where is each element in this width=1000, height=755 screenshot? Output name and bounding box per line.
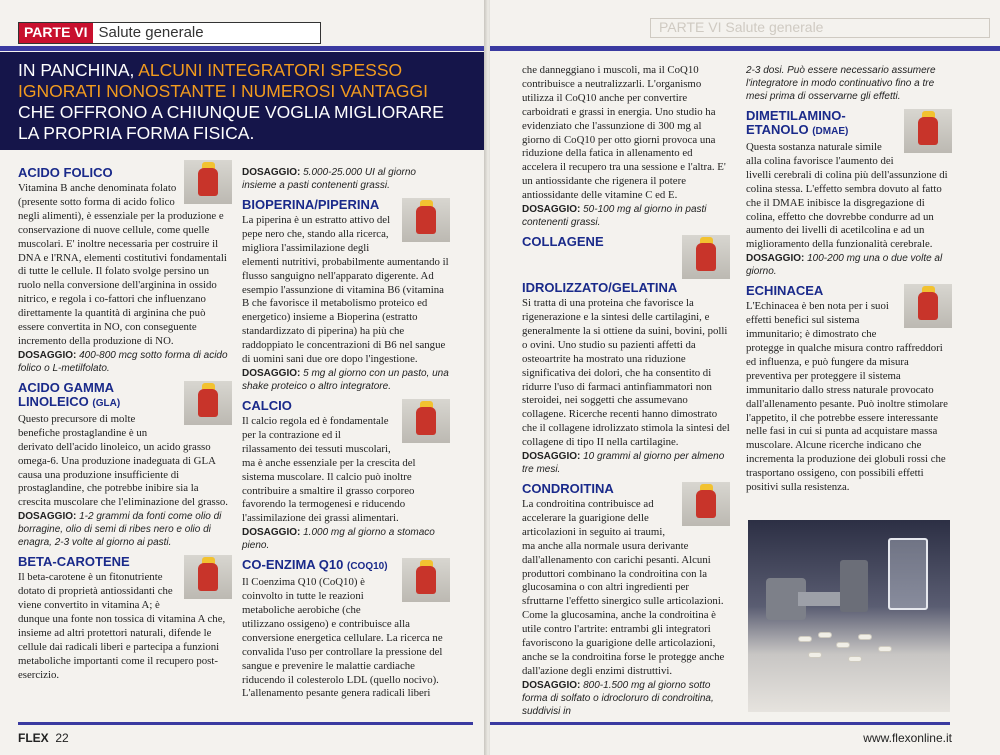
dosage-label: DOSAGGIO: — [746, 253, 805, 265]
right-column-1 — [522, 64, 730, 718]
banner-line4: LA PROPRIA FORMA FISICA. — [18, 123, 255, 143]
mascot-icon — [184, 381, 232, 425]
section-title-abbr: (DMAE) — [812, 126, 849, 137]
mascot-icon — [904, 109, 952, 153]
left-column-1 — [18, 160, 232, 682]
dosage-label: DOSAGGIO: — [18, 511, 77, 523]
dosage — [18, 510, 232, 549]
footer-rule — [490, 722, 950, 725]
section-title: CONDROITINA — [522, 481, 614, 497]
section-header — [18, 22, 321, 44]
dosage — [522, 679, 730, 718]
dosage — [522, 450, 730, 476]
mascot-icon — [682, 235, 730, 279]
banner-line2: IGNORATI NONOSTANTE I NUMEROSI VANTAGGI — [18, 81, 428, 101]
dosage-text: 10 grammi al giorno per almeno tre mesi. — [522, 451, 725, 476]
dosage-text: 5 mg al giorno con un pasto, una shake proteico o altro integratore. — [242, 367, 449, 392]
mascot-icon — [682, 482, 730, 526]
mascot-icon — [402, 399, 450, 443]
pills-icon — [788, 630, 908, 670]
section-title: COLLAGENE IDROLIZZATO/GELATINA — [522, 234, 678, 296]
section-title: BIOPERINA/PIPERINA — [242, 197, 380, 212]
header-rule — [490, 46, 1000, 51]
section-body: Il Coenzima Q10 (CoQ10) è coinvolto in tutte le reazioni metaboliche aerobiche (che utilizzano ossigeno) e contribuisce alla conversione energetica cellulare. La ricerca ne convalida l'uso per controllare la pressione del sangue e prevenire le malattie cardiache riducendo il colesterolo LDL (quello nocivo). L'allenamento pesante genera radicali liberi — [242, 576, 443, 700]
dosage-label: DOSAGGIO: — [522, 679, 581, 691]
page-footer — [18, 731, 69, 745]
section-title-abbr: (GLA) — [92, 397, 121, 409]
section-title-text: CO-ENZIMA Q10 — [242, 557, 344, 573]
section-title: ACIDO FOLICO — [18, 165, 113, 180]
dosage-text: 1-2 grammi da fonti come olio di borragine, olio di semi di ribes nero e olio di enagra, 2-3 volte al giorno ai pasti. — [18, 511, 222, 549]
right-page — [490, 0, 1000, 755]
mascot-icon — [904, 284, 952, 328]
left-page — [0, 0, 488, 755]
dosage — [18, 349, 232, 375]
headline-banner — [0, 52, 488, 150]
section-body: che danneggiano i muscoli, ma il CoQ10 contribuisce a neutralizzarli. L'organismo utilizza il CoQ10 anche per convertire carboidrati e grassi in energia. Uno studio ha evidenziato che l'assunzione di 300 mg al giorno di CoQ10 per otto giorni provoca una riduzione della fatica in allenamento ed accelera il recupero tra una sessione e l'altra. E' un antiossidante che rigenera il potere antiossidante delle vitamine C ed E. — [522, 64, 726, 202]
dumbbell-weight — [840, 560, 868, 612]
section-body: Il beta-carotene è un fitonutriente dotato di proprietà antiossidanti che viene convertito in vitamina A; è dunque una fonte non tossica di vitamina A che, insieme ad altri protettori naturali, difende le cellule dai radicali liberi e partecipa a funzioni metaboliche importanti come il recupero post-esercizio. — [18, 571, 226, 681]
header-rule — [0, 46, 488, 51]
section-body: Questa sostanza naturale simile alla colina favorisce l'aumento dei livelli cerebrali di colina più dell'assunzione di colina stessa. L'effetto sembra dovuto al fatto che il DMAE inibisce la disgregazione di colina, effetto che dovrebbe condurre ad un aumento dei livelli di acetilcolina e ad un miglioramento della funzionalità cerebrale. — [746, 141, 948, 251]
parte-label: Salute generale — [98, 24, 204, 41]
footer-rule — [18, 722, 473, 725]
dosage-continued: 2-3 dosi. Può essere necessario assumere l'integratore in modo continuativo fino a tre mesi prima di osservarne gli effetti. — [746, 65, 936, 102]
dosage — [746, 252, 952, 278]
dosage-label: DOSAGGIO: — [242, 527, 301, 539]
section-body: Il calcio regola ed è fondamentale per la contrazione ed il rilassamento dei tessuti muscolari, ma è anche essenziale per la crescita del sistema muscolare. Il calcio può inoltre contribuire a smaltire il grasso corporeo favorendo la termogenesi e riducendo l'assimilazione dei grassi alimentari. — [242, 414, 416, 525]
dosage-text: 400-800 mcg sotto forma di acido folico o L-metilfolato. — [18, 349, 228, 374]
dosage-label: DOSAGGIO: — [242, 167, 301, 178]
dosage-label: DOSAGGIO: — [242, 367, 301, 379]
dosage-text: 100-200 mg una o due volte al giorno. — [746, 253, 943, 278]
section-body: L'Echinacea è ben nota per i suoi effetti benefici sul sistema immunitario; è dimostrato che protegge in qualche misura contro raffreddori ed influenza, e può fungere da misura preventiva per proteggere il sistema immunitario dallo stress naturale provocato dall'allenamento pesante. Può inoltre stimolare l'appetito, il che potrebbe essere interessante nelle fasi in cui si punta ad acquistare massa muscolare. Alcune ricerche indicano che incrementa la produzione dei globuli rossi che trasportano ossigeno, con possibili effetti positivi sulla resistenza. — [746, 300, 948, 494]
footer-url: www.flexonline.it — [863, 731, 952, 745]
mascot-icon — [184, 160, 232, 204]
dosage-label: DOSAGGIO: — [522, 451, 581, 463]
section-body: Vitamina B anche denominata folato (presente sotto forma di acido folico negli alimenti), è essenziale per la produzione e conservazione di nuove cellule, come quelle muscolari. E' inoltre necessaria per costruire il DNA e l'RNA, elementi costitutivi fondamentali di tutte le cellule. Il folato svolge persino un ruolo nella conversione dell'arginina in ossido nitrico, e regola i co-fattori che influenzano direttamente la quantità di arginina che può essere convertita in NO, con conseguente incremento della produzione di NO. — [18, 182, 227, 347]
section-body: La condroitina contribuisce ad accelerare la guarigione delle articolazioni in seguito ai traumi, ma anche alla normale usura derivante dall'allenamento con carichi pesanti. Alcuni produttori combinano la condroitina con la glucosamina o con altri ingredienti per sfruttarne l'effetto sinergico sulle articolazioni. Come la glucosamina, anche la condroitina è utile contro l'artrite: entrambi gli integratori favoriscono la guarigione delle articolazioni, anche se la condroitina forse le protegge anche dall'azione degli enzimi distruttivi. — [522, 498, 725, 677]
left-column-2 — [242, 166, 450, 701]
banner-line3: CHE OFFRONO A CHIUNQUE VOGLIA MIGLIORARE — [18, 102, 444, 122]
banner-line1b: ALCUNI INTEGRATORI SPESSO — [134, 60, 403, 80]
water-glass-icon — [888, 538, 928, 610]
section-body: La piperina è un estratto attivo del pepe nero che, stando alla ricerca, migliora l'assimilazione degli elementi nutritivi, probabilmente aumentando il flusso sanguigno nell'apparato digerente. Ad esempio l'assunzione di vitamina B6 (vitamina B che favorisce il metabolismo proteico ed energetico) insieme a Bioperina (estratto standardizzato di piperina) ha più che raddoppiato le concentrazioni di B6 nel sangue di uomini sani due ore dopo l'ingestione. — [242, 214, 449, 366]
dosage — [522, 203, 730, 229]
supplements-photo — [748, 520, 950, 712]
mascot-icon — [184, 555, 232, 599]
dosage — [242, 166, 450, 192]
section-body: Questo precursore di molte benefiche prostaglandine è un derivato dell'acido linoleico, un acido grasso omega-6. Una produzione inadeguata di GLA causa una produzione insufficiente di prostaglandine, che potrebbe inibire sia la crescita muscolare che l'eliminazione del grasso. — [18, 412, 228, 509]
dosage-label: DOSAGGIO: — [522, 204, 581, 216]
mascot-icon — [402, 198, 450, 242]
dosage-text: 5.000-25.000 UI al giorno insieme a pasti contenenti grassi. — [242, 167, 416, 191]
ghost-header: PARTE VI Salute generale — [650, 18, 990, 38]
section-title: ECHINACEA — [746, 283, 824, 299]
dosage-text: 1.000 mg al giorno a stomaco pieno. — [242, 527, 435, 552]
section-title: CALCIO — [242, 397, 292, 413]
right-column-2 — [746, 64, 952, 495]
banner-line1a: IN PANCHINA, — [18, 60, 135, 80]
section-title-text: DIMETILAMINO-ETANOLO — [746, 108, 846, 137]
section-title: BETA-CAROTENE — [18, 554, 130, 570]
parte-tag: PARTE VI — [19, 23, 93, 43]
dosage-text: 50-100 mg al giorno in pasti contenenti grassi. — [522, 204, 707, 229]
dosage — [242, 526, 450, 552]
dosage-label: DOSAGGIO: — [18, 349, 77, 361]
section-title-abbr: (COQ10) — [346, 561, 388, 573]
section-title-text: ACIDO GAMMA LINOLEICO — [18, 379, 114, 409]
dosage-text: 800-1.500 mg al giorno sotto forma di solfato o idrocloruro di condroitina, suddivisi in — [522, 679, 714, 717]
dosage — [242, 367, 450, 393]
section-body: Si tratta di una proteina che favorisce la rigenerazione e la sintesi delle cartilagini, e generalmente la si ottiene da suini, bovini, polli o ovini. Uno studio su pazienti affetti da osteoartrite ha mostrato una riduzione significativa dei dolori, che ha consentito di ridurre l'uso di farmaci antinfiammatori non steroidei, nei soggetti che assumevano collagene. Ricerche recenti hanno dimostrato che il collagene idrolizzato stimola la sintesi del collagene di tipo II nella cartilagine. — [522, 297, 730, 449]
footer-brand: FLEX — [18, 731, 49, 745]
mascot-icon — [402, 558, 450, 602]
page-number: 22 — [55, 731, 69, 745]
